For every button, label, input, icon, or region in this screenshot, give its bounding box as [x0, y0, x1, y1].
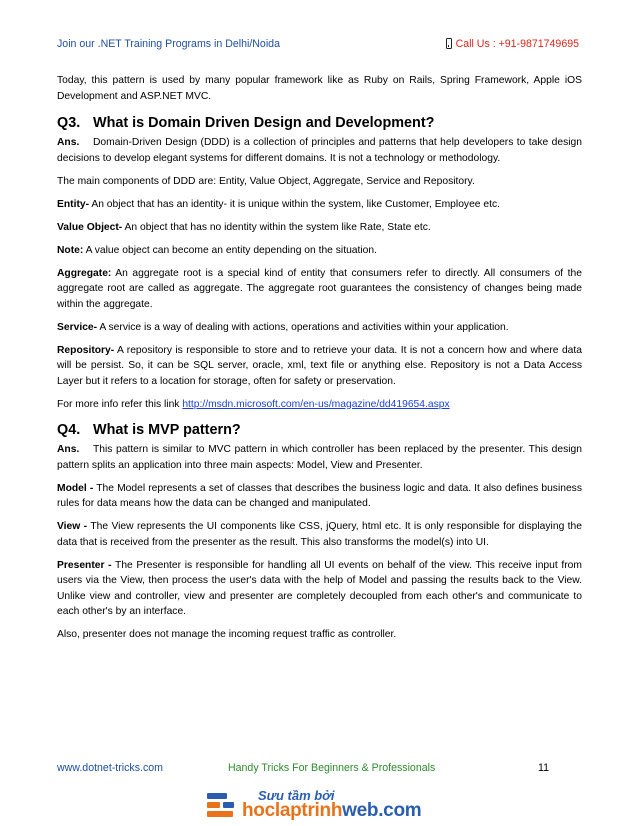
presenter-text: The Presenter is responsible for handling all UI events on behalf of the view. This receive input from users via the View, then process the user's data with the help of Model and passing the results back to the View. Unlike view and controller, view and presenter are completely decoupled from each other's and communicate to each other's by an interface. — [57, 559, 582, 617]
service-text: A service is a way of dealing with actions, operations and activities within your application. — [97, 321, 509, 333]
presenter-label: Presenter - — [57, 559, 112, 571]
aggregate-text: An aggregate root is a special kind of entity that consumers refer to directly. All consumers of the aggregate root are called as aggregate. The aggregate root guarantees the consistency of changes being made within the aggregate. — [57, 267, 582, 310]
entity-text: An object that has an identity- it is unique within the system, like Customer, Employee etc. — [89, 198, 500, 210]
watermark-main-part2: web.com — [342, 800, 422, 821]
note-label: Note: — [57, 244, 84, 256]
footer-site: www.dotnet-tricks.com — [57, 762, 163, 774]
view-text: The View represents the UI components like CSS, jQuery, html etc. It is only responsible for displaying the data that is received from the presenter as the result. This also transforms the model(s) into UI. — [57, 521, 582, 548]
watermark-top-text: Sưu tầm bởi — [258, 788, 335, 803]
q4-answer — [57, 442, 582, 473]
q4-heading — [57, 421, 582, 439]
q3-repository — [57, 343, 582, 390]
q4-presenter — [57, 558, 582, 620]
header-contact — [446, 38, 579, 50]
watermark-main-text — [242, 800, 421, 822]
q3-components: The main components of DDD are: Entity, Value Object, Aggregate, Service and Repository. — [57, 175, 475, 187]
view-label: View - — [57, 521, 88, 532]
q3-title: What is Domain Driven Design and Development? — [93, 115, 435, 131]
q3-ans-text: Domain-Driven Design (DDD) is a collection of principles and patterns that help developers to take design decisions to develop elegant systems for different domains. It is not a technology or methodology. — [57, 137, 582, 164]
logo-mark-icon — [206, 791, 236, 819]
intro-paragraph: Today, this pattern is used by many popular framework like as Ruby on Rails, Spring Framework, Apple iOS Development and ASP.NET MVC. — [57, 75, 582, 102]
aggregate-label: Aggregate: — [57, 267, 112, 279]
header-phone-text: Call Us : +91-9871749695 — [455, 38, 579, 50]
value-object-label: Value Object- — [57, 221, 123, 233]
value-object-text: An object that has no identity within the system like Rate, State etc. — [122, 221, 431, 233]
note-text: A value object can become an entity depending on the situation. — [83, 244, 377, 256]
q3-more-info — [57, 397, 582, 413]
q4-ans-text: This pattern is similar to MVC pattern in which controller has been replaced by the presenter. This design pattern splits an application into three main aspects: Model, View and Presenter. — [57, 444, 582, 471]
q4-closing: Also, presenter does not manage the incoming request traffic as controller. — [57, 629, 397, 640]
header-training-text: Join our .NET Training Programs in Delhi/Noida — [57, 38, 280, 50]
q3-note — [57, 243, 582, 259]
model-label: Model - — [57, 482, 94, 494]
more-info-text: For more info refer this link — [57, 398, 183, 410]
q3-aggregate — [57, 266, 582, 313]
q3-number: Q3. — [57, 115, 81, 131]
footer-tagline: Handy Tricks For Beginners & Professionals — [228, 762, 436, 774]
page-footer — [57, 762, 579, 776]
page-body — [57, 73, 582, 650]
q3-heading — [57, 114, 582, 132]
page-header — [57, 38, 579, 54]
page-number: 11 — [538, 762, 549, 774]
q3-entity — [57, 197, 582, 213]
q4-model — [57, 481, 582, 512]
q3-service — [57, 320, 582, 336]
phone-icon — [446, 38, 452, 49]
q3-value-object — [57, 220, 582, 236]
repository-label: Repository- — [57, 344, 115, 356]
repository-text: A repository is responsible to store and to retrieve your data. It is not a concern how and where data will be persist. So, it can be SQL server, oracle, xml, text file or anything else. Repository is not a Data Access Layer but it refers to a location for storage, often for safety or preservation. — [57, 344, 582, 387]
q4-ans-label: Ans. — [57, 444, 80, 455]
model-text: The Model represents a set of classes that describes the business logic and data. It also defines business rules for data means how the data can be changed and manipulated. — [57, 482, 582, 509]
q3-answer — [57, 135, 582, 166]
watermark-logo — [206, 786, 436, 822]
watermark-main-part1: hoclaptrinh — [242, 800, 343, 821]
q4-number: Q4. — [57, 422, 81, 438]
entity-label: Entity- — [57, 198, 90, 210]
q4-title: What is MVP pattern? — [93, 422, 241, 438]
q4-view — [57, 519, 582, 550]
service-label: Service- — [57, 321, 98, 333]
msdn-link[interactable]: http://msdn.microsoft.com/en-us/magazine/dd419654.aspx — [182, 398, 450, 410]
q3-ans-label: Ans. — [57, 137, 80, 148]
